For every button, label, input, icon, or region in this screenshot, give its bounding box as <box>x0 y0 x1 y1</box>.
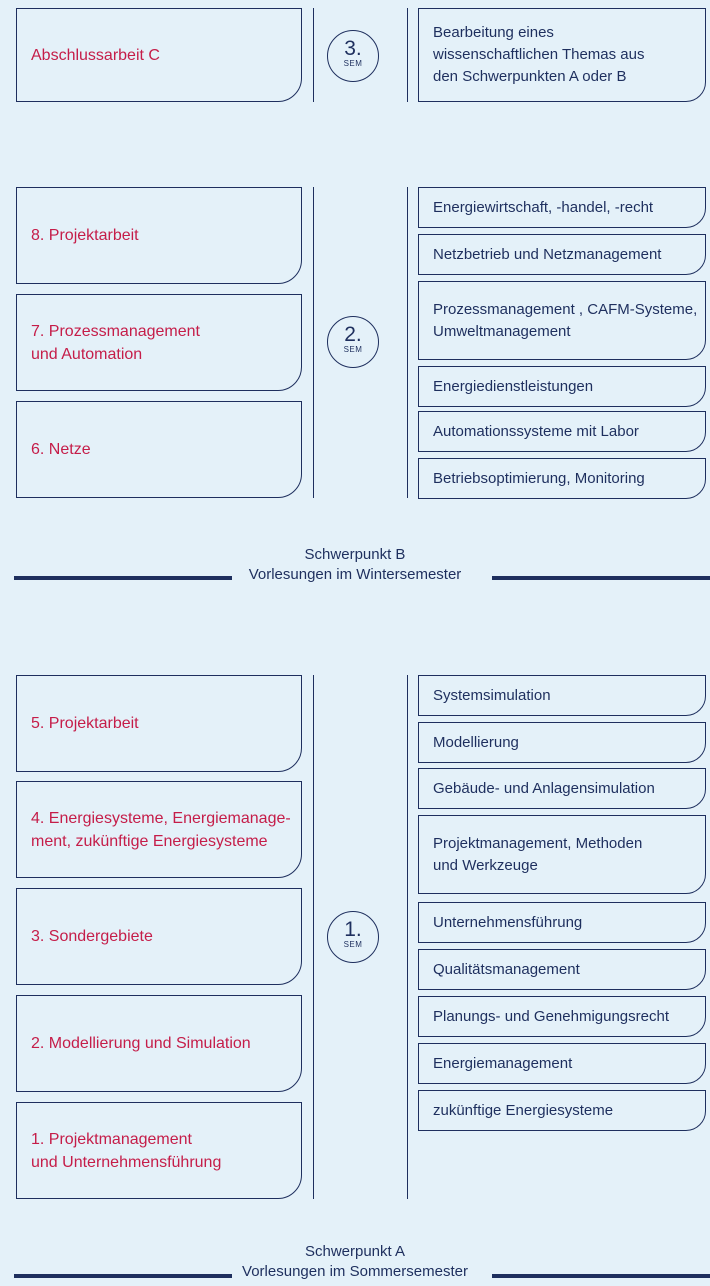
course-item: Energiedienstleistungen <box>418 366 706 407</box>
course-item: Qualitätsmanagement <box>418 949 706 990</box>
course-item: Unternehmensführung <box>418 902 706 943</box>
heading-subtitle: Vorlesungen im Wintersemester <box>248 566 462 583</box>
course-item: zukünftige Energiesysteme <box>418 1090 706 1131</box>
course-item: Betriebsoptimierung, Monitoring <box>418 458 706 499</box>
heading-title: Schwerpunkt A <box>304 1243 406 1260</box>
module-8: 8. Projektarbeit <box>16 187 302 284</box>
semester-3-badge <box>327 30 379 82</box>
divider-line <box>313 8 314 102</box>
semester-label: SEM <box>343 940 363 949</box>
module-7: 7. Prozessmanagement und Automation <box>16 294 302 391</box>
semester-label: SEM <box>343 345 363 354</box>
course-item: Planungs- und Genehmigungsrecht <box>418 996 706 1037</box>
semester-1-badge <box>327 911 379 963</box>
course-abschlussarbeit-description: Bearbeitung eines wissenschaftlichen Themas aus den Schwerpunkten A oder B <box>418 8 706 102</box>
semester-number: 3. <box>344 37 362 60</box>
divider-bar <box>14 576 232 580</box>
divider-bar <box>14 1274 232 1278</box>
course-item: Systemsimulation <box>418 675 706 716</box>
divider-line <box>313 187 314 498</box>
course-item: Energiewirtschaft, -handel, -recht <box>418 187 706 228</box>
module-1: 1. Projektmanagement und Unternehmensführung <box>16 1102 302 1199</box>
divider-bar <box>492 576 710 580</box>
divider-line <box>313 675 314 1199</box>
semester-number: 2. <box>344 323 362 346</box>
course-item: Modellierung <box>418 722 706 763</box>
divider-line <box>407 8 408 102</box>
divider-line <box>407 675 408 1199</box>
module-2: 2. Modellierung und Simulation <box>16 995 302 1092</box>
course-item: Energiemanagement <box>418 1043 706 1084</box>
course-item: Projektmanagement, Methoden und Werkzeuge <box>418 815 706 894</box>
module-5: 5. Projektarbeit <box>16 675 302 772</box>
module-4: 4. Energiesysteme, Energiemanage- ment, zukünftige Energiesysteme <box>16 781 302 878</box>
course-item: Gebäude- und Anlagensimulation <box>418 768 706 809</box>
module-3: 3. Sondergebiete <box>16 888 302 985</box>
heading-subtitle: Vorlesungen im Sommersemester <box>242 1263 468 1280</box>
course-item: Automationssysteme mit Labor <box>418 411 706 452</box>
semester-number: 1. <box>344 918 362 941</box>
divider-bar <box>492 1274 710 1278</box>
heading-title: Schwerpunkt B <box>304 546 406 563</box>
course-item: Netzbetrieb und Netzmanagement <box>418 234 706 275</box>
divider-line <box>407 187 408 498</box>
module-6: 6. Netze <box>16 401 302 498</box>
semester-2-badge <box>327 316 379 368</box>
course-item: Prozessmanagement , CAFM-Systeme, Umweltmanagement <box>418 281 706 360</box>
semester-label: SEM <box>343 59 363 68</box>
module-abschlussarbeit-c: Abschlussarbeit C <box>16 8 302 102</box>
